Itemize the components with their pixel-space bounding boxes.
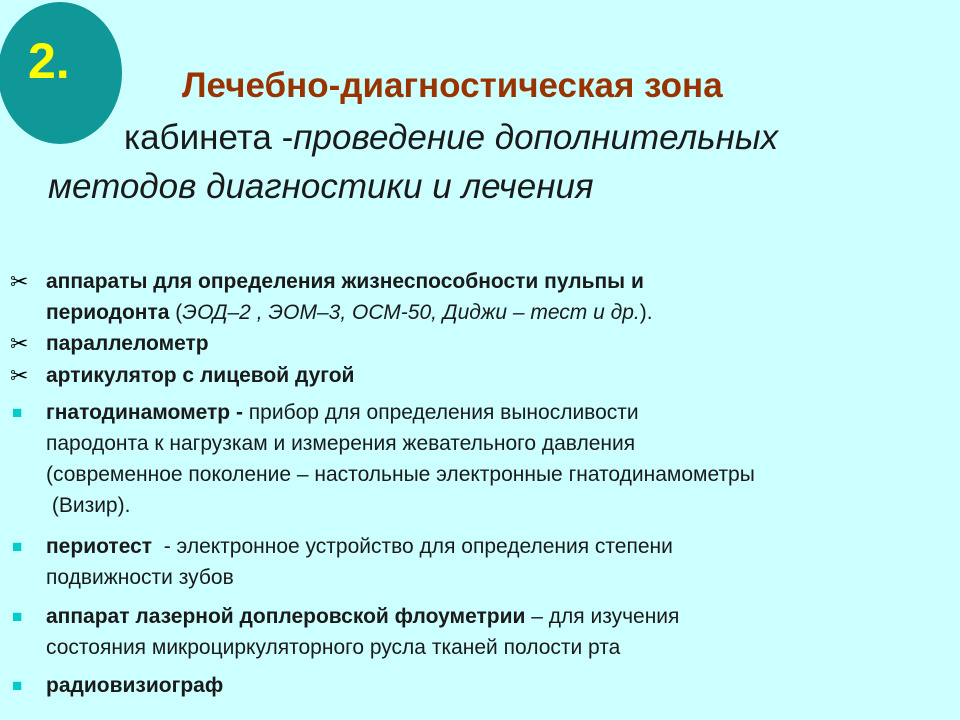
title-line-2 bbox=[124, 118, 778, 158]
title-line-3: методов диагностики и лечения bbox=[48, 167, 594, 206]
list-item-text: пародонта к нагрузкам и измерения жевательного давления bbox=[46, 432, 636, 455]
list-item-text: ). bbox=[639, 301, 653, 324]
list-item-text: – для изучения bbox=[525, 605, 680, 628]
list-item-text: состояния микроциркуляторного русла тканей полости рта bbox=[46, 636, 621, 659]
list-item-bold: аппараты для определения жизнеспособности пульпы и bbox=[46, 270, 644, 293]
title-line-2-plain: кабинета - bbox=[124, 118, 294, 157]
list-item-bold: артикулятор с лицевой дугой bbox=[46, 364, 355, 387]
slide-number-badge bbox=[0, 2, 122, 144]
list-item-laser-flowmetry bbox=[46, 601, 946, 663]
square-bullet-icon: ■ bbox=[12, 607, 23, 626]
list-item-text: (Визир). bbox=[46, 494, 131, 517]
list-item-bold: аппарат лазерной доплеровской флоуметрии bbox=[46, 605, 526, 628]
list-item-bold: гнатодинамометр - bbox=[46, 401, 243, 424]
page-title: Лечебно-диагностическая зона bbox=[182, 66, 723, 105]
list-item-text: - электронное устройство для определения степени bbox=[152, 535, 673, 558]
list-item-text: подвижности зубов bbox=[46, 566, 234, 589]
scissors-icon: ✂ bbox=[10, 269, 29, 294]
list-item-radiovisiograph bbox=[46, 670, 946, 701]
list-item-pulp-devices bbox=[46, 266, 946, 328]
list-item-text: прибор для определения выносливости bbox=[242, 401, 639, 424]
scissors-icon: ✂ bbox=[10, 331, 29, 356]
square-bullet-icon: ■ bbox=[12, 403, 23, 422]
list-item-bold: периодонта bbox=[46, 301, 170, 324]
list-item-articulator bbox=[46, 360, 946, 391]
list-item-bold: радиовизиограф bbox=[46, 674, 224, 697]
list-item-italic: ЭОД–2 , ЭОМ–3, ОСМ-50, Диджи – тест и др. bbox=[182, 301, 640, 324]
list-item-text: ( bbox=[169, 301, 183, 324]
square-bullet-icon: ■ bbox=[12, 537, 23, 556]
slide-number: 2. bbox=[28, 33, 70, 89]
list-item-parallelometer bbox=[46, 328, 946, 359]
square-bullet-icon: ■ bbox=[12, 676, 23, 695]
list-item-periotest bbox=[46, 531, 946, 593]
list-item-gnathodynamometer bbox=[46, 397, 946, 521]
list-item-bold: периотест bbox=[46, 535, 153, 558]
title-line-2-italic: проведение дополнительных bbox=[293, 118, 779, 157]
scissors-icon: ✂ bbox=[10, 363, 29, 388]
list-item-text: (современное поколение – настольные электронные гнатодинамометры bbox=[46, 463, 755, 486]
list-item-bold: параллелометр bbox=[46, 332, 209, 355]
